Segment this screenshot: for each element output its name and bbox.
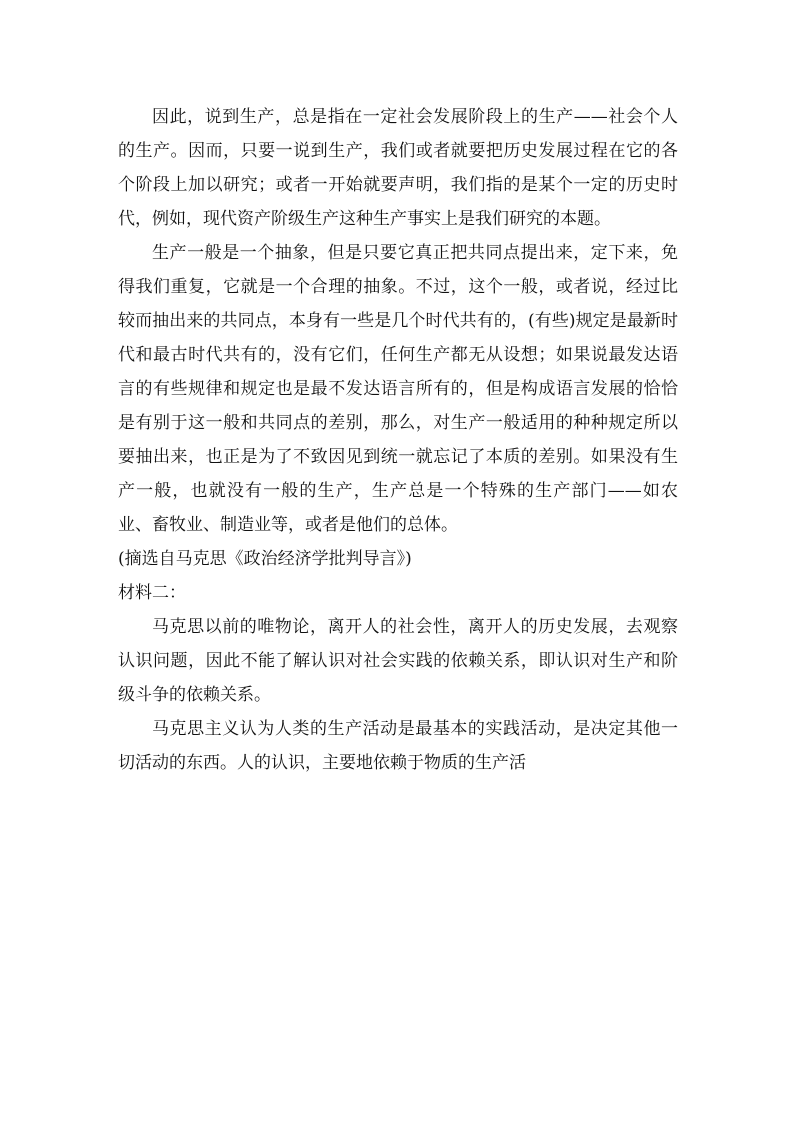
section-heading: 材料二：	[118, 583, 186, 603]
source-citation: (摘选自马克思《政治经济学批判导言》)	[118, 549, 412, 569]
paragraph-practice: 马克思主义认为人类的生产活动是最基本的实践活动，是决定其他一切活动的东西。人的认识，主要地依赖于物质的生产活	[118, 719, 678, 773]
paragraph-materialism: 马克思以前的唯物论，离开人的社会性，离开人的历史发展，去观察认识问题，因此不能了解认识对社会实践的依赖关系，即认识对生产和阶级斗争的依赖关系。	[118, 617, 678, 705]
paragraph-production-stages: 因此，说到生产，总是指在一定社会发展阶段上的生产——社会个人的生产。因而，只要一说到生产，我们或者就要把历史发展过程在它的各个阶段上加以研究；或者一开始就要声明，我们指的是某个一定的历史时代，例如，现代资产阶级生产这种生产事实上是我们研究的本题。	[118, 107, 678, 229]
document-page	[118, 100, 678, 780]
paragraph-production-general: 生产一般是一个抽象，但是只要它真正把共同点提出来，定下来，免得我们重复，它就是一个合理的抽象。不过，这个一般，或者说，经过比较而抽出来的共同点，本身有一些是几个时代共有的，(有些)规定是最新时代和最古时代共有的，没有它们，任何生产都无从设想；如果说最发达语言的有些规律和规定也是最不发达语言所有的，但是构成语言发展的恰恰是有别于这一般和共同点的差别，那么，对生产一般适用的种种规定所以要抽出来，也正是为了不致因见到统一就忘记了本质的差别。如果没有生产一般，也就没有一般的生产，生产总是一个特殊的生产部门——如农业、畜牧业、制造业等，或者是他们的总体。	[118, 243, 678, 535]
